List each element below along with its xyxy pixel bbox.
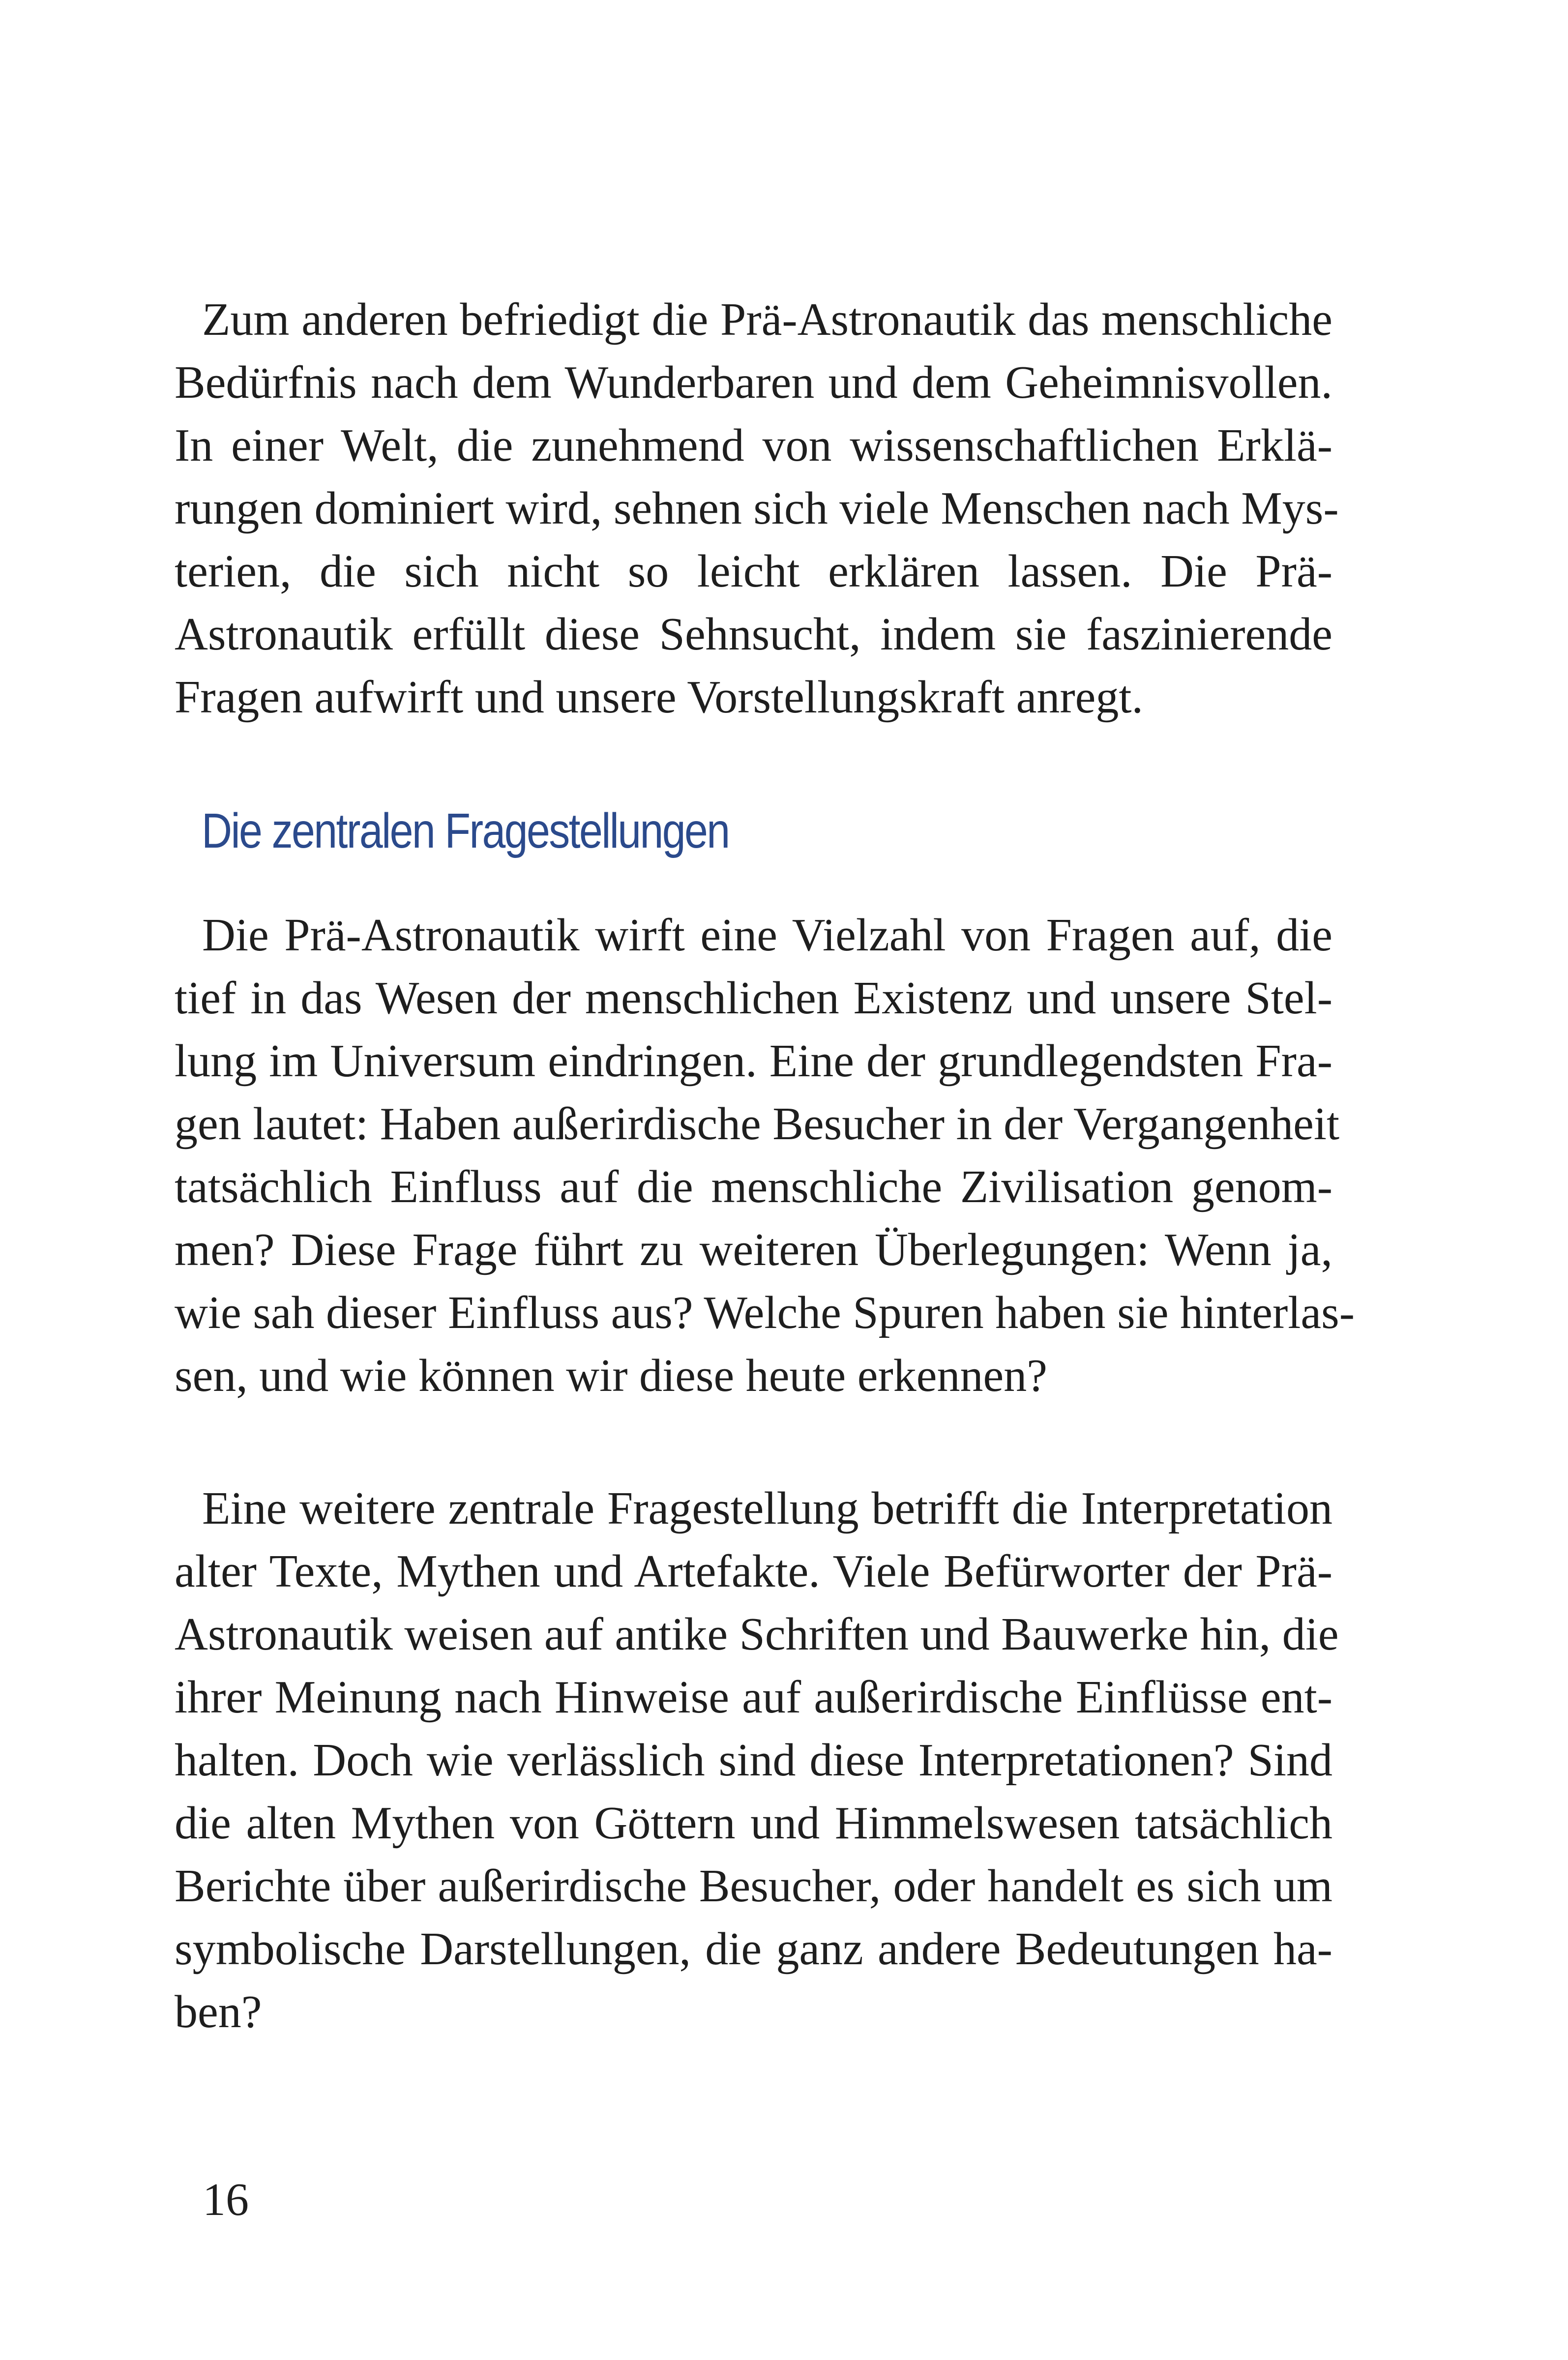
paragraph-line: sen, und wie können wir diese heute erkennen? [175,1350,1047,1401]
paragraph-line: In einer Welt, die zunehmend von wissenschaftlichen Erklä- [175,420,1332,471]
paragraph-line: terien, die sich nicht so leicht erklären lassen. Die Prä- [175,546,1332,597]
paragraph-line: tatsächlich Einfluss auf die menschliche Zivilisation genom- [175,1161,1332,1212]
paragraph-line: Eine weitere zentrale Fragestellung betrifft die Interpretation [202,1483,1332,1534]
paragraph-line: men? Diese Frage führt zu weiteren Überlegungen: Wenn ja, [175,1224,1332,1275]
paragraph-line: Astronautik erfüllt diese Sehnsucht, indem sie faszinierende [175,609,1332,660]
paragraph-line: ben? [175,1986,262,2037]
paragraph-line: Bedürfnis nach dem Wunderbaren und dem Geheimnisvollen. [175,357,1332,408]
section-heading: Die zentralen Fragestellungen [202,803,729,858]
paragraph-line: Astronautik weisen auf antike Schriften und Bauwerke hin, die [175,1609,1339,1660]
paragraph-2 [175,904,1355,1407]
paragraph-line: wie sah dieser Einfluss aus? Welche Spuren haben sie hinterlas- [175,1287,1355,1338]
paragraph-line: Fragen aufwirft und unsere Vorstellungskraft anregt. [175,672,1144,723]
paragraph-line: symbolische Darstellungen, die ganz andere Bedeutungen ha- [175,1923,1332,1975]
paragraph-line: ihrer Meinung nach Hinweise auf außerirdische Einflüsse ent- [175,1672,1332,1723]
paragraph-line: alter Texte, Mythen und Artefakte. Viele Befürworter der Prä- [175,1546,1332,1597]
paragraph-line: die alten Mythen von Göttern und Himmelswesen tatsächlich [175,1798,1332,1849]
paragraph-line: Die Prä-Astronautik wirft eine Vielzahl von Fragen auf, die [202,910,1332,961]
paragraph-3 [175,1477,1339,2043]
paragraph-line: Zum anderen befriedigt die Prä-Astronautik das menschliche [202,294,1332,345]
paragraph-line: lung im Universum eindringen. Eine der grundlegendsten Fra- [175,1035,1332,1087]
paragraph-line: gen lautet: Haben außerirdische Besucher in der Vergangenheit [175,1098,1340,1150]
paragraph-line: Berichte über außerirdische Besucher, oder handelt es sich um [175,1860,1332,1912]
page-number: 16 [203,2174,249,2225]
paragraph-1 [175,288,1339,729]
paragraph-line: halten. Doch wie verlässlich sind diese Interpretationen? Sind [175,1735,1332,1786]
paragraph-line: rungen dominiert wird, sehnen sich viele Menschen nach Mys- [175,483,1339,534]
paragraph-line: tief in das Wesen der menschlichen Existenz und unsere Stel- [175,973,1332,1024]
